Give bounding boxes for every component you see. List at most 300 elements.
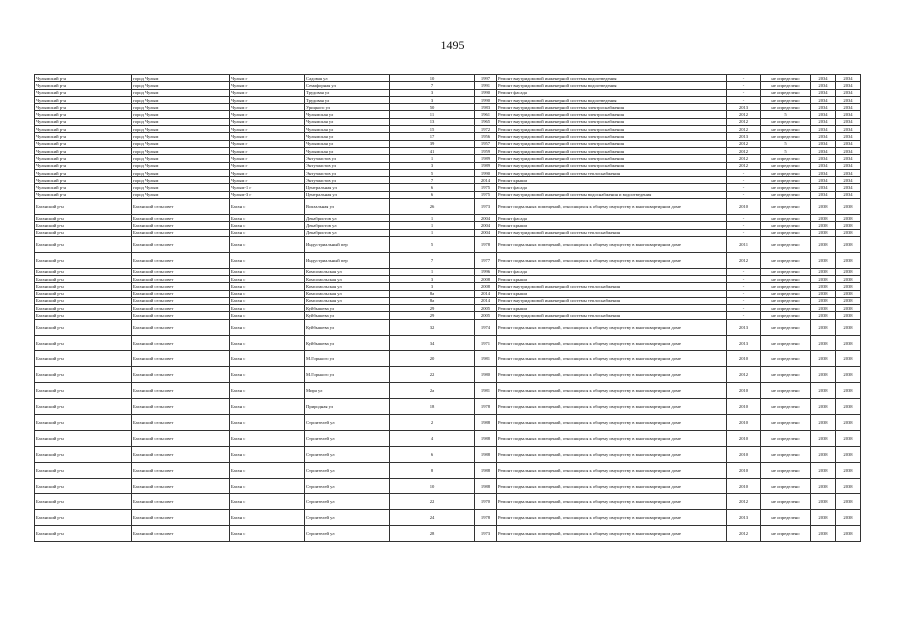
cell-plan-end: 2034 <box>836 147 861 154</box>
cell-street: Природная ул <box>305 399 390 415</box>
cell-house: 24 <box>390 510 475 526</box>
cell-plan-start: 2038 <box>811 415 836 431</box>
cell-settlement: Баганский сельсовет <box>132 305 230 312</box>
cell-settlement: Баганский сельсовет <box>132 446 230 462</box>
cell-plan-end: 2034 <box>836 111 861 118</box>
table-row <box>35 191 861 198</box>
cell-district: Чулымский р-н <box>35 133 132 140</box>
cell-year: 1990 <box>475 169 497 176</box>
cell-district: Баганский р-н <box>35 494 132 510</box>
cell-year: 1959 <box>475 147 497 154</box>
cell-work: Ремонт внутридомовой инженерной системы электроснабжения <box>497 155 727 162</box>
cell-district: Чулымский р-н <box>35 89 132 96</box>
cell-work: Ремонт внутридомовой инженерной системы электроснабжения <box>497 162 727 169</box>
cell-cost: не определено <box>761 169 811 176</box>
cell-plan-end: 2034 <box>836 162 861 169</box>
cell-street: Строителей ул <box>305 462 390 478</box>
cell-locality: Баган с <box>230 199 305 215</box>
cell-plan-end: 2034 <box>836 169 861 176</box>
cell-plan-end: 2038 <box>836 446 861 462</box>
cell-year: 1988 <box>475 430 497 446</box>
cell-plan-start: 2038 <box>811 383 836 399</box>
cell-plan-start: 2034 <box>811 118 836 125</box>
cell-locality: Баган с <box>230 462 305 478</box>
cell-locality: Чулым-3 г <box>230 191 305 198</box>
cell-district: Чулымский р-н <box>35 184 132 191</box>
cell-year: 2014 <box>475 290 497 297</box>
table-row <box>35 383 861 399</box>
cell-district: Баганский р-н <box>35 510 132 526</box>
table-row <box>35 236 861 252</box>
cell-year: 1975 <box>475 184 497 191</box>
cell-plan-end: 2038 <box>836 319 861 335</box>
cell-work: Ремонт фасада <box>497 89 727 96</box>
cell-settlement: Баганский сельсовет <box>132 478 230 494</box>
cell-work: Ремонт подвальных помещений, относящихся к общему имуществу в многоквартирном доме <box>497 252 727 268</box>
table-row <box>35 319 861 335</box>
cell-work: Ремонт внутридомовой инженерной системы теплоснабжения <box>497 169 727 176</box>
cell-settlement: Баганский сельсовет <box>132 494 230 510</box>
table-row <box>35 229 861 236</box>
cell-year: 1997 <box>475 75 497 82</box>
table-row <box>35 96 861 103</box>
cell-house: 13 <box>390 118 475 125</box>
cell-plan-end: 2038 <box>836 312 861 319</box>
cell-settlement: Баганский сельсовет <box>132 510 230 526</box>
table-row <box>35 415 861 431</box>
cell-house: 5 <box>390 236 475 252</box>
cell-settlement: Баганский сельсовет <box>132 297 230 304</box>
cell-street: Центральная ул <box>305 191 390 198</box>
cell-house: 41 <box>390 147 475 154</box>
cell-plan-start: 2034 <box>811 89 836 96</box>
cell-survey-year: 2013 <box>727 104 761 111</box>
cell-survey-year: 2013 <box>727 510 761 526</box>
cell-work: Ремонт крыши <box>497 305 727 312</box>
cell-year: 1983 <box>475 104 497 111</box>
cell-cost: не определено <box>761 184 811 191</box>
cell-street: Строителей ул <box>305 415 390 431</box>
cell-street: Вокзальная ул <box>305 199 390 215</box>
cell-cost: не определено <box>761 275 811 282</box>
cell-locality: Чулым г <box>230 177 305 184</box>
cell-locality: Чулым г <box>230 162 305 169</box>
cell-street: Урицкого ул <box>305 104 390 111</box>
cell-plan-end: 2034 <box>836 104 861 111</box>
cell-street: Куйбышева ул <box>305 335 390 351</box>
cell-street: Декабристов ул <box>305 214 390 221</box>
cell-survey-year: 2012 <box>727 111 761 118</box>
cell-plan-end: 2034 <box>836 82 861 89</box>
cell-house: 26 <box>390 199 475 215</box>
cell-plan-end: 2038 <box>836 430 861 446</box>
cell-work: Ремонт подвальных помещений, относящихся к общему имуществу в многоквартирном доме <box>497 446 727 462</box>
cell-street: Центральная ул <box>305 184 390 191</box>
cell-house: 3 <box>390 96 475 103</box>
cell-settlement: город Чулым <box>132 177 230 184</box>
table-row <box>35 155 861 162</box>
cell-locality: Чулым г <box>230 75 305 82</box>
cell-district: Баганский р-н <box>35 290 132 297</box>
cell-work: Ремонт подвальных помещений, относящихся к общему имуществу в многоквартирном доме <box>497 199 727 215</box>
cell-survey-year: 2012 <box>727 526 761 542</box>
cell-plan-end: 2034 <box>836 191 861 198</box>
cell-settlement: Баганский сельсовет <box>132 462 230 478</box>
cell-cost: не определено <box>761 177 811 184</box>
cell-cost: не определено <box>761 236 811 252</box>
cell-settlement: город Чулым <box>132 104 230 111</box>
cell-plan-start: 2038 <box>811 222 836 229</box>
cell-cost: не определено <box>761 118 811 125</box>
cell-settlement: город Чулым <box>132 147 230 154</box>
cell-work: Ремонт внутридомовой инженерной системы водоотведения <box>497 82 727 89</box>
cell-survey-year: 2010 <box>727 351 761 367</box>
cell-work: Ремонт подвальных помещений, относящихся к общему имуществу в многоквартирном доме <box>497 526 727 542</box>
table-row <box>35 126 861 133</box>
cell-plan-end: 2038 <box>836 367 861 383</box>
cell-plan-start: 2038 <box>811 290 836 297</box>
cell-cost: не определено <box>761 415 811 431</box>
cell-settlement: Баганский сельсовет <box>132 290 230 297</box>
cell-house: 7 <box>390 82 475 89</box>
cell-house: 1 <box>390 268 475 275</box>
cell-work: Ремонт фасада <box>497 268 727 275</box>
cell-house: 5 <box>390 169 475 176</box>
cell-settlement: Баганский сельсовет <box>132 399 230 415</box>
cell-survey-year: 2012 <box>727 162 761 169</box>
cell-street: Чулымская ул <box>305 126 390 133</box>
cell-street: Индустриальный пер <box>305 236 390 252</box>
cell-cost: 5 <box>761 111 811 118</box>
cell-plan-start: 2038 <box>811 305 836 312</box>
cell-locality: Баган с <box>230 283 305 290</box>
cell-district: Баганский р-н <box>35 297 132 304</box>
cell-settlement: Баганский сельсовет <box>132 351 230 367</box>
cell-house: 2 <box>390 415 475 431</box>
cell-locality: Баган с <box>230 252 305 268</box>
cell-locality: Чулым г <box>230 89 305 96</box>
cell-street: Чулымская ул <box>305 140 390 147</box>
cell-locality: Чулым г <box>230 147 305 154</box>
cell-locality: Чулым г <box>230 118 305 125</box>
cell-survey-year: 2013 <box>727 335 761 351</box>
cell-cost: не определено <box>761 494 811 510</box>
cell-locality: Чулым г <box>230 96 305 103</box>
cell-plan-start: 2034 <box>811 111 836 118</box>
cell-cost: не определено <box>761 191 811 198</box>
cell-house: 28 <box>390 526 475 542</box>
cell-street: Семафорная ул <box>305 82 390 89</box>
cell-work: Ремонт внутридомовой инженерной системы теплоснабжения <box>497 312 727 319</box>
cell-work: Ремонт внутридомовой инженерной системы теплоснабжения <box>497 283 727 290</box>
table-row <box>35 312 861 319</box>
cell-district: Баганский р-н <box>35 319 132 335</box>
cell-plan-end: 2038 <box>836 462 861 478</box>
cell-street: Куйбышева ул <box>305 305 390 312</box>
cell-year: 1973 <box>475 199 497 215</box>
cell-plan-end: 2034 <box>836 118 861 125</box>
cell-cost: не определено <box>761 297 811 304</box>
cell-plan-start: 2034 <box>811 126 836 133</box>
cell-survey-year: 2010 <box>727 446 761 462</box>
cell-settlement: Баганский сельсовет <box>132 222 230 229</box>
cell-cost: 5 <box>761 147 811 154</box>
cell-survey-year: - <box>727 89 761 96</box>
cell-district: Баганский р-н <box>35 399 132 415</box>
cell-plan-start: 2038 <box>811 526 836 542</box>
cell-locality: Баган с <box>230 305 305 312</box>
cell-plan-start: 2034 <box>811 147 836 154</box>
cell-locality: Баган с <box>230 383 305 399</box>
cell-street: Энтузиастов ул <box>305 177 390 184</box>
cell-cost: не определено <box>761 399 811 415</box>
cell-plan-start: 2038 <box>811 252 836 268</box>
cell-settlement: Баганский сельсовет <box>132 430 230 446</box>
cell-cost: не определено <box>761 319 811 335</box>
cell-year: 1981 <box>475 383 497 399</box>
cell-house: 1 <box>390 229 475 236</box>
cell-settlement: город Чулым <box>132 111 230 118</box>
cell-street: Комсомольская ул <box>305 268 390 275</box>
cell-settlement: Баганский сельсовет <box>132 383 230 399</box>
cell-plan-start: 2034 <box>811 133 836 140</box>
cell-locality: Баган с <box>230 236 305 252</box>
cell-street: Чулымская ул <box>305 147 390 154</box>
cell-cost: не определено <box>761 104 811 111</box>
cell-year: 1988 <box>475 446 497 462</box>
cell-work: Ремонт подвальных помещений, относящихся к общему имуществу в многоквартирном доме <box>497 478 727 494</box>
cell-district: Баганский р-н <box>35 275 132 282</box>
cell-cost: не определено <box>761 89 811 96</box>
cell-house: 10 <box>390 75 475 82</box>
cell-cost: не определено <box>761 96 811 103</box>
cell-year: 1972 <box>475 126 497 133</box>
cell-plan-start: 2034 <box>811 162 836 169</box>
cell-work: Ремонт подвальных помещений, относящихся к общему имуществу в многоквартирном доме <box>497 494 727 510</box>
cell-survey-year: 2010 <box>727 199 761 215</box>
cell-plan-end: 2038 <box>836 510 861 526</box>
cell-house: 6 <box>390 446 475 462</box>
cell-survey-year: - <box>727 312 761 319</box>
cell-work: Ремонт внутридомовой инженерной системы электроснабжения <box>497 118 727 125</box>
cell-street: Куйбышева ул <box>305 312 390 319</box>
table-row <box>35 199 861 215</box>
cell-locality: Баган с <box>230 290 305 297</box>
cell-plan-start: 2038 <box>811 199 836 215</box>
cell-cost: не определено <box>761 283 811 290</box>
table-row <box>35 82 861 89</box>
cell-plan-end: 2038 <box>836 494 861 510</box>
cell-settlement: город Чулым <box>132 82 230 89</box>
cell-street: Чулымская ул <box>305 111 390 118</box>
table-row <box>35 214 861 221</box>
cell-year: 1978 <box>475 510 497 526</box>
cell-street: Строителей ул <box>305 510 390 526</box>
cell-plan-start: 2038 <box>811 268 836 275</box>
cell-cost: не определено <box>761 462 811 478</box>
cell-plan-start: 2038 <box>811 335 836 351</box>
cell-work: Ремонт внутридомовой инженерной системы электроснабжения <box>497 111 727 118</box>
cell-house: 6 <box>390 191 475 198</box>
cell-district: Чулымский р-н <box>35 82 132 89</box>
cell-street: Индустриальный пер <box>305 252 390 268</box>
cell-locality: Баган с <box>230 214 305 221</box>
cell-plan-end: 2038 <box>836 214 861 221</box>
table-row <box>35 252 861 268</box>
cell-survey-year: - <box>727 82 761 89</box>
cell-survey-year: 2012 <box>727 118 761 125</box>
cell-house: 1 <box>390 214 475 221</box>
cell-survey-year: 2013 <box>727 133 761 140</box>
cell-cost: не определено <box>761 367 811 383</box>
cell-year: 1980 <box>475 367 497 383</box>
cell-year: 2005 <box>475 305 497 312</box>
cell-year: 1988 <box>475 478 497 494</box>
cell-survey-year: - <box>727 169 761 176</box>
cell-survey-year: - <box>727 268 761 275</box>
cell-house: 4 <box>390 430 475 446</box>
cell-plan-end: 2038 <box>836 415 861 431</box>
cell-cost: 5 <box>761 140 811 147</box>
cell-year: 1988 <box>475 462 497 478</box>
cell-street: Комсомольская ул <box>305 275 390 282</box>
cell-plan-end: 2038 <box>836 283 861 290</box>
cell-cost: не определено <box>761 290 811 297</box>
cell-year: 1978 <box>475 399 497 415</box>
cell-settlement: город Чулым <box>132 184 230 191</box>
cell-plan-start: 2038 <box>811 510 836 526</box>
cell-house: 1 <box>390 222 475 229</box>
cell-plan-start: 2038 <box>811 478 836 494</box>
cell-street: Строителей ул <box>305 430 390 446</box>
cell-plan-end: 2038 <box>836 335 861 351</box>
cell-cost: не определено <box>761 312 811 319</box>
cell-plan-end: 2038 <box>836 252 861 268</box>
cell-street: М.Горького ул <box>305 367 390 383</box>
cell-cost: не определено <box>761 351 811 367</box>
cell-survey-year: 2012 <box>727 494 761 510</box>
cell-district: Баганский р-н <box>35 305 132 312</box>
cell-year: 1981 <box>475 351 497 367</box>
table-row <box>35 169 861 176</box>
cell-district: Баганский р-н <box>35 214 132 221</box>
cell-district: Баганский р-н <box>35 526 132 542</box>
cell-work: Ремонт внутридомовой инженерной системы электроснабжения <box>497 140 727 147</box>
cell-settlement: Баганский сельсовет <box>132 199 230 215</box>
cell-work: Ремонт подвальных помещений, относящихся к общему имуществу в многоквартирном доме <box>497 430 727 446</box>
table-row <box>35 268 861 275</box>
cell-street: Комсомольская ул <box>305 283 390 290</box>
cell-work: Ремонт внутридомовой инженерной системы теплоснабжения <box>497 297 727 304</box>
cell-year: 1970 <box>475 494 497 510</box>
cell-locality: Баган с <box>230 415 305 431</box>
cell-plan-start: 2038 <box>811 446 836 462</box>
cell-locality: Баган с <box>230 229 305 236</box>
cell-district: Баганский р-н <box>35 351 132 367</box>
cell-plan-end: 2034 <box>836 133 861 140</box>
cell-plan-end: 2038 <box>836 199 861 215</box>
cell-house: 6 <box>390 184 475 191</box>
cell-survey-year: 2012 <box>727 367 761 383</box>
table-row <box>35 275 861 282</box>
cell-house: 7 <box>390 252 475 268</box>
table-row <box>35 399 861 415</box>
cell-year: 2004 <box>475 222 497 229</box>
cell-district: Чулымский р-н <box>35 140 132 147</box>
cell-plan-start: 2038 <box>811 214 836 221</box>
cell-survey-year: - <box>727 184 761 191</box>
cell-district: Баганский р-н <box>35 335 132 351</box>
cell-district: Баганский р-н <box>35 199 132 215</box>
cell-year: 1956 <box>475 133 497 140</box>
cell-survey-year: 2010 <box>727 462 761 478</box>
cell-locality: Баган с <box>230 268 305 275</box>
table-row <box>35 147 861 154</box>
cell-work: Ремонт подвальных помещений, относящихся к общему имуществу в многоквартирном доме <box>497 383 727 399</box>
cell-settlement: город Чулым <box>132 126 230 133</box>
cell-street: Строителей ул <box>305 446 390 462</box>
cell-cost: не определено <box>761 430 811 446</box>
cell-cost: не определено <box>761 199 811 215</box>
cell-house: 2а <box>390 383 475 399</box>
table-row <box>35 494 861 510</box>
cell-district: Чулымский р-н <box>35 96 132 103</box>
cell-settlement: Баганский сельсовет <box>132 415 230 431</box>
cell-street: Строителей ул <box>305 494 390 510</box>
cell-plan-end: 2038 <box>836 305 861 312</box>
cell-survey-year: 2010 <box>727 415 761 431</box>
cell-plan-start: 2038 <box>811 351 836 367</box>
cell-district: Баганский р-н <box>35 446 132 462</box>
cell-survey-year: - <box>727 222 761 229</box>
cell-cost: не определено <box>761 82 811 89</box>
cell-district: Баганский р-н <box>35 383 132 399</box>
cell-cost: не определено <box>761 229 811 236</box>
cell-house: 1 <box>390 155 475 162</box>
cell-year: 2005 <box>475 312 497 319</box>
table-body <box>35 75 861 542</box>
cell-settlement: город Чулым <box>132 155 230 162</box>
cell-settlement: город Чулым <box>132 191 230 198</box>
cell-work: Ремонт внутридомовой инженерной системы водоснабжения и водоотведения <box>497 191 727 198</box>
cell-district: Баганский р-н <box>35 367 132 383</box>
cell-street: Энтузиастов ул <box>305 155 390 162</box>
cell-survey-year: 2013 <box>727 319 761 335</box>
cell-house: 29 <box>390 305 475 312</box>
table-row <box>35 75 861 82</box>
cell-year: 2008 <box>475 283 497 290</box>
cell-year: 2014 <box>475 177 497 184</box>
table-row <box>35 510 861 526</box>
cell-settlement: Баганский сельсовет <box>132 283 230 290</box>
cell-year: 1965 <box>475 118 497 125</box>
cell-house: 11 <box>390 111 475 118</box>
cell-work: Ремонт подвальных помещений, относящихся к общему имуществу в многоквартирном доме <box>497 399 727 415</box>
cell-cost: не определено <box>761 268 811 275</box>
table-row <box>35 367 861 383</box>
cell-plan-end: 2038 <box>836 297 861 304</box>
cell-cost: не определено <box>761 162 811 169</box>
cell-survey-year: - <box>727 305 761 312</box>
cell-cost: не определено <box>761 75 811 82</box>
cell-work: Ремонт крыши <box>497 275 727 282</box>
cell-locality: Баган с <box>230 510 305 526</box>
cell-settlement: Баганский сельсовет <box>132 275 230 282</box>
table-row <box>35 430 861 446</box>
cell-street: Мира ул <box>305 383 390 399</box>
cell-plan-end: 2038 <box>836 222 861 229</box>
cell-cost: не определено <box>761 126 811 133</box>
